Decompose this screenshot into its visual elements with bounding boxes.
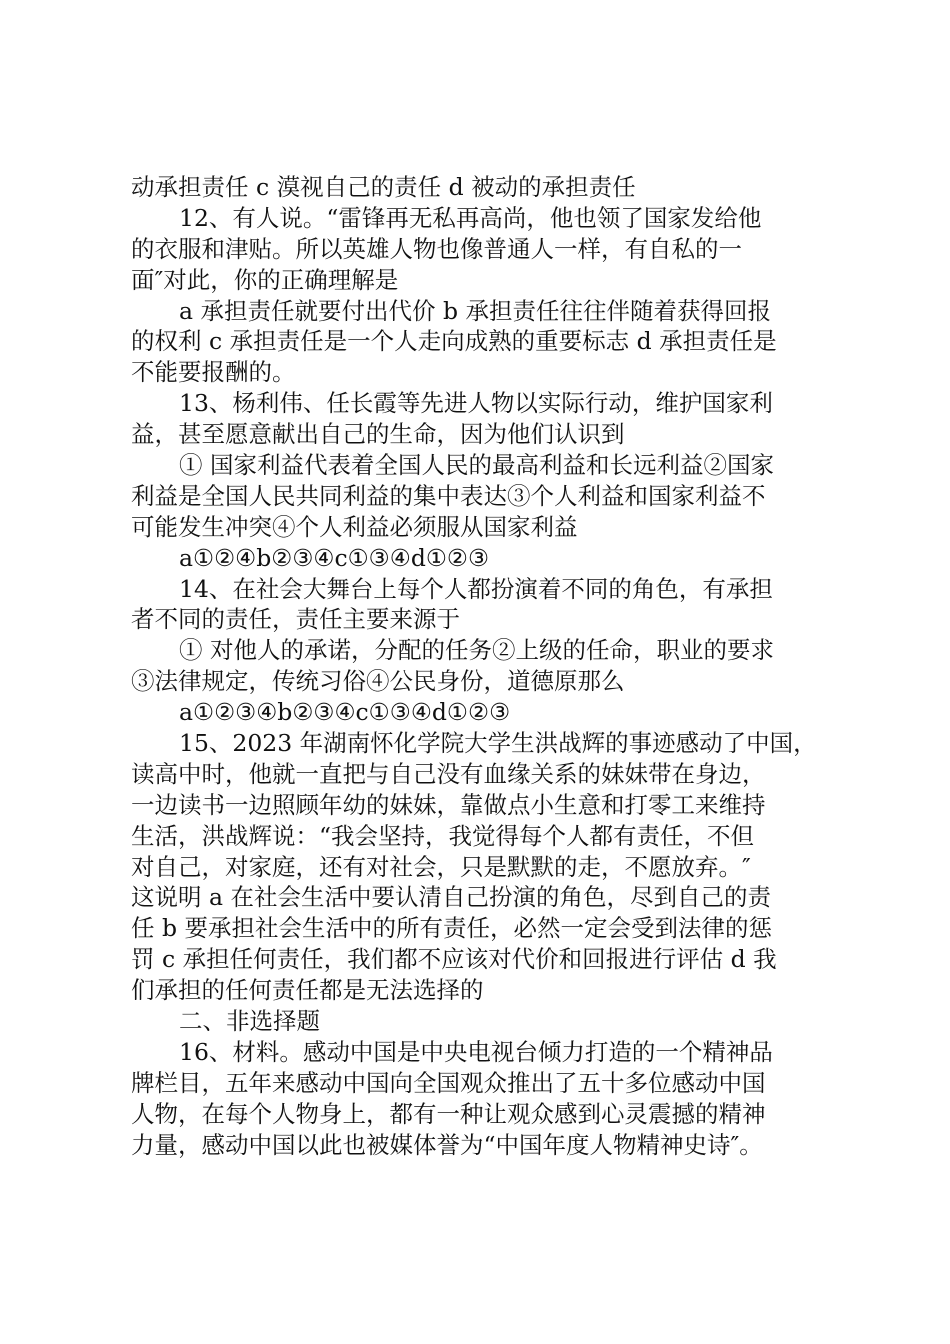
text-line: 们承担的任何责任都是无法选择的 xyxy=(131,976,484,1005)
text-line: ① 国家利益代表着全国人民的最高利益和长远利益②国家 xyxy=(179,451,774,480)
document-body xyxy=(131,172,831,1161)
text-line: 对自己，对家庭，还有对社会，只是默默的走，不愿放弃。″ xyxy=(131,852,751,881)
text-line: a①②④b②③④c①③④d①②③ xyxy=(179,543,490,572)
text-line: 二、非选择题 xyxy=(179,1007,320,1036)
text-line: 一边读书一边照顾年幼的妹妹，靠做点小生意和打零工来维持 xyxy=(131,790,766,819)
text-line: 读高中时，他就一直把与自己没有血缘关系的妹妹带在身边， xyxy=(131,759,766,788)
text-line: 15、2023 年湖南怀化学院大学生洪战辉的事迹感动了中国， xyxy=(179,729,817,758)
text-line: 16、材料。感动中国是中央电视台倾力打造的一个精神品 xyxy=(179,1037,773,1066)
text-line: ③法律规定，传统习俗④公民身份，道德原那么 xyxy=(131,667,625,696)
text-line: 者不同的责任，责任主要来源于 xyxy=(131,605,460,634)
text-line: ① 对他人的承诺，分配的任务②上级的任命，职业的要求 xyxy=(179,636,774,665)
text-line: 益，甚至愿意献出自己的生命，因为他们认识到 xyxy=(131,420,625,449)
text-line: 生活，洪战辉说：“我会坚持，我觉得每个人都有责任，不但 xyxy=(131,821,755,850)
text-line: 的权利 c 承担责任是一个人走向成熟的重要标志 d 承担责任是 xyxy=(131,327,777,356)
text-line: 力量，感动中国以此也被媒体誉为“中国年度人物精神史诗″。 xyxy=(131,1130,763,1159)
text-line: 14、在社会大舞台上每个人都扮演着不同的角色，有承担 xyxy=(179,574,773,603)
text-line: 12、有人说。“雷锋再无私再高尚，他也领了国家发给他 xyxy=(179,203,762,232)
text-line: 利益是全国人民共同利益的集中表达③个人利益和国家利益不 xyxy=(131,481,766,510)
text-line: 牌栏目，五年来感动中国向全国观众推出了五十多位感动中国 xyxy=(131,1068,766,1097)
text-line: 任 b 要承担社会生活中的所有责任，必然一定会受到法律的惩 xyxy=(131,914,772,943)
text-line: 罚 c 承担任何责任，我们都不应该对代价和回报进行评估 d 我 xyxy=(131,945,777,974)
text-line: 不能要报酬的。 xyxy=(131,358,296,387)
text-line: a①②③④b②③④c①③④d①②③ xyxy=(179,698,511,727)
text-line: 可能发生冲突④个人利益必须服从国家利益 xyxy=(131,512,578,541)
text-line: 面″对此，你的正确理解是 xyxy=(131,265,399,294)
text-line: 人物，在每个人物身上，都有一种让观众感到心灵震撼的精神 xyxy=(131,1099,766,1128)
text-line: 这说明 a 在社会生活中要认清自己扮演的角色，尽到自己的责 xyxy=(131,883,771,912)
text-line: 13、杨利伟、任长霞等先进人物以实际行动，维护国家利 xyxy=(179,389,773,418)
text-line: a 承担责任就要付出代价 b 承担责任往往伴随着获得回报 xyxy=(179,296,771,325)
text-line: 动承担责任 c 漠视自己的责任 d 被动的承担责任 xyxy=(131,173,636,201)
text-line: 的衣服和津贴。所以英雄人物也像普通人一样，有自私的一 xyxy=(131,234,742,263)
